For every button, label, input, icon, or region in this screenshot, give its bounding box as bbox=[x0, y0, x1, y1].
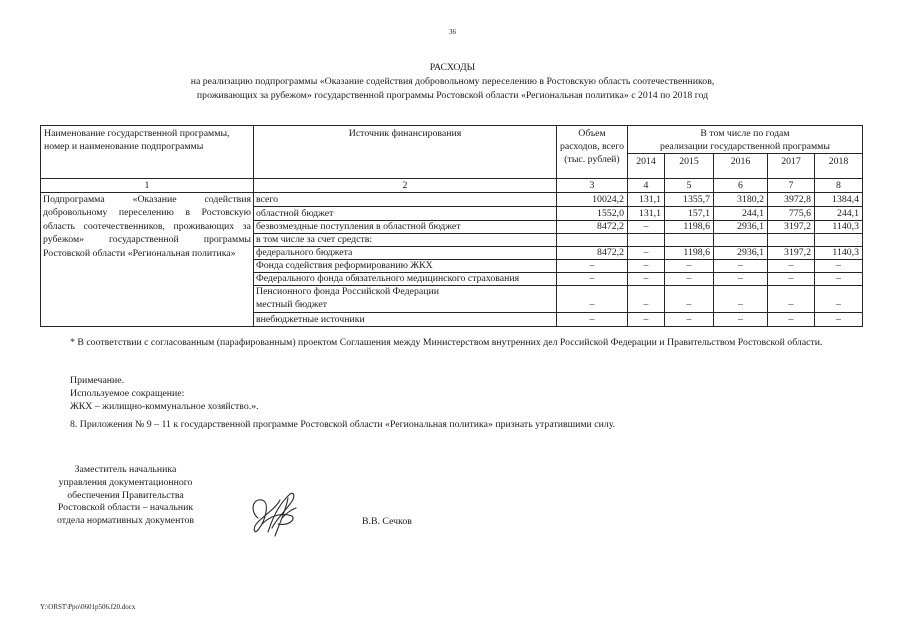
value-cell bbox=[768, 234, 815, 247]
value-cell: 244,1 bbox=[714, 207, 768, 221]
column-number: 8 bbox=[815, 179, 863, 193]
value-cell: – bbox=[815, 273, 863, 286]
header-row bbox=[41, 126, 863, 154]
value-cell: 3197,2 bbox=[768, 221, 815, 234]
value-cell: – bbox=[665, 313, 714, 327]
source-cell: Фонда содействия реформированию ЖКХ bbox=[254, 260, 557, 273]
header-year: 2017 bbox=[768, 154, 815, 179]
value-cell: 775,6 bbox=[768, 207, 815, 221]
value-cell: – bbox=[714, 273, 768, 286]
source-cell: всего bbox=[254, 193, 557, 207]
value-cell: – bbox=[628, 273, 665, 286]
header-year: 2015 bbox=[665, 154, 714, 179]
header-year: 2016 bbox=[714, 154, 768, 179]
value-cell: – bbox=[714, 313, 768, 327]
value-cell: 3197,2 bbox=[768, 247, 815, 260]
source-cell: в том числе за счет средств: bbox=[254, 234, 557, 247]
value-cell: – bbox=[714, 260, 768, 273]
value-cell bbox=[665, 234, 714, 247]
value-cell: 2936,1 bbox=[714, 247, 768, 260]
signatory-line: отдела нормативных документов bbox=[56, 515, 195, 527]
value-cell: 1140,3 bbox=[815, 221, 863, 234]
value-cell: – bbox=[557, 299, 628, 313]
value-cell bbox=[628, 286, 665, 299]
file-path-footer: Y:\ORST\Ppo\0601p506.f20.docx bbox=[40, 603, 136, 611]
signatory-line: Заместитель начальника bbox=[74, 464, 177, 475]
value-cell: – bbox=[815, 260, 863, 273]
signatory-line: управления документационного bbox=[58, 476, 193, 488]
value-cell: – bbox=[557, 260, 628, 273]
title-heading: РАСХОДЫ bbox=[429, 62, 476, 73]
value-cell: 8472,2 bbox=[557, 247, 628, 260]
header-years-group: В том числе по годам реализации государственной программы bbox=[628, 126, 863, 154]
title-line-1: на реализацию подпрограммы «Оказание содействия добровольному переселению в Ростовскую область соотечественников, bbox=[190, 76, 715, 87]
footnote: * В соответствии с согласованным (парафированным) проектом Соглашения между Министерством внутренних дел Российской Федерации и Правительством Ростовской области. bbox=[70, 337, 823, 348]
header-year: 2014 bbox=[628, 154, 665, 179]
value-cell: – bbox=[768, 273, 815, 286]
value-cell: – bbox=[628, 260, 665, 273]
signatory-line: Ростовской области – начальник bbox=[57, 502, 194, 514]
column-number: 6 bbox=[714, 179, 768, 193]
column-number: 3 bbox=[557, 179, 628, 193]
table-row bbox=[41, 193, 863, 207]
header-year: 2018 bbox=[815, 154, 863, 179]
abbreviation-heading: Используемое сокращение: bbox=[70, 388, 185, 399]
value-cell bbox=[628, 234, 665, 247]
source-cell: федерального бюджета bbox=[254, 247, 557, 260]
column-number: 7 bbox=[768, 179, 815, 193]
value-cell: 1198,6 bbox=[665, 221, 714, 234]
value-cell: 244,1 bbox=[815, 207, 863, 221]
value-cell: 3180,2 bbox=[714, 193, 768, 207]
column-number: 1 bbox=[41, 179, 254, 193]
value-cell: – bbox=[628, 313, 665, 327]
value-cell: 2936,1 bbox=[714, 221, 768, 234]
value-cell bbox=[557, 234, 628, 247]
signatory-position bbox=[28, 464, 223, 528]
value-cell: – bbox=[628, 299, 665, 313]
value-cell: 1384,4 bbox=[815, 193, 863, 207]
value-cell bbox=[815, 286, 863, 299]
value-cell: 131,1 bbox=[628, 193, 665, 207]
column-number: 2 bbox=[254, 179, 557, 193]
value-cell: 131,1 bbox=[628, 207, 665, 221]
column-numbers-row bbox=[41, 179, 863, 193]
value-cell: – bbox=[628, 221, 665, 234]
source-cell: безвозмездные поступления в областной бюджет bbox=[254, 221, 557, 234]
value-cell: – bbox=[768, 260, 815, 273]
page-number: 36 bbox=[449, 28, 456, 36]
value-cell: – bbox=[815, 313, 863, 327]
header-total-column: Объем расходов, всего (тыс. рублей) bbox=[557, 126, 628, 179]
value-cell: – bbox=[665, 273, 714, 286]
value-cell: 1355,7 bbox=[665, 193, 714, 207]
value-cell bbox=[714, 286, 768, 299]
document-title bbox=[0, 61, 905, 103]
value-cell: 1552,0 bbox=[557, 207, 628, 221]
value-cell bbox=[665, 286, 714, 299]
value-cell bbox=[714, 234, 768, 247]
value-cell: – bbox=[665, 299, 714, 313]
signatory-name: В.В. Сечков bbox=[362, 516, 412, 527]
value-cell: – bbox=[665, 260, 714, 273]
value-cell: 10024,2 bbox=[557, 193, 628, 207]
value-cell: 1140,3 bbox=[815, 247, 863, 260]
value-cell: – bbox=[768, 299, 815, 313]
note-block bbox=[70, 374, 259, 413]
source-cell: Федерального фонда обязательного медицинского страхования bbox=[254, 273, 557, 286]
value-cell: – bbox=[768, 313, 815, 327]
value-cell: – bbox=[628, 247, 665, 260]
value-cell bbox=[768, 286, 815, 299]
header-source-column: Источник финансирования bbox=[254, 126, 557, 179]
column-number: 4 bbox=[628, 179, 665, 193]
value-cell bbox=[557, 286, 628, 299]
header-name-column: Наименование государственной программы, номер и наименование подпрограммы bbox=[41, 126, 254, 179]
value-cell: 157,1 bbox=[665, 207, 714, 221]
program-name-cell: Подпрограмма «Оказание содействия добровольному переселению в Ростовскую область соотечественников, проживающих за рубежом» государственной программы Ростовской области «Региональная политика» bbox=[41, 193, 254, 327]
signatory-line: обеспечения Правительства bbox=[67, 489, 184, 501]
source-cell: Пенсионного фонда Российской Федерации bbox=[254, 286, 557, 299]
value-cell: – bbox=[557, 273, 628, 286]
note-heading: Примечание. bbox=[70, 375, 125, 386]
signature-image bbox=[246, 488, 302, 540]
value-cell: – bbox=[714, 299, 768, 313]
source-cell: внебюджетные источники bbox=[254, 313, 557, 327]
expenses-table bbox=[40, 125, 863, 327]
value-cell: 8472,2 bbox=[557, 221, 628, 234]
title-line-2: проживающих за рубежом» государственной программы Ростовской области «Региональная политика» с 2014 по 2018 год bbox=[196, 90, 709, 101]
source-cell: областной бюджет bbox=[254, 207, 557, 221]
value-cell bbox=[815, 234, 863, 247]
column-number: 5 bbox=[665, 179, 714, 193]
value-cell: – bbox=[815, 299, 863, 313]
value-cell: – bbox=[557, 313, 628, 327]
source-cell: местный бюджет bbox=[254, 299, 557, 313]
value-cell: 1198,6 bbox=[665, 247, 714, 260]
value-cell: 3972,8 bbox=[768, 193, 815, 207]
item-8-paragraph: 8. Приложения № 9 – 11 к государственной программе Ростовской области «Региональная политика» признать утратившими силу. bbox=[70, 419, 616, 430]
abbreviation-entry: ЖКХ – жилищно-коммунальное хозяйство.». bbox=[70, 401, 259, 412]
